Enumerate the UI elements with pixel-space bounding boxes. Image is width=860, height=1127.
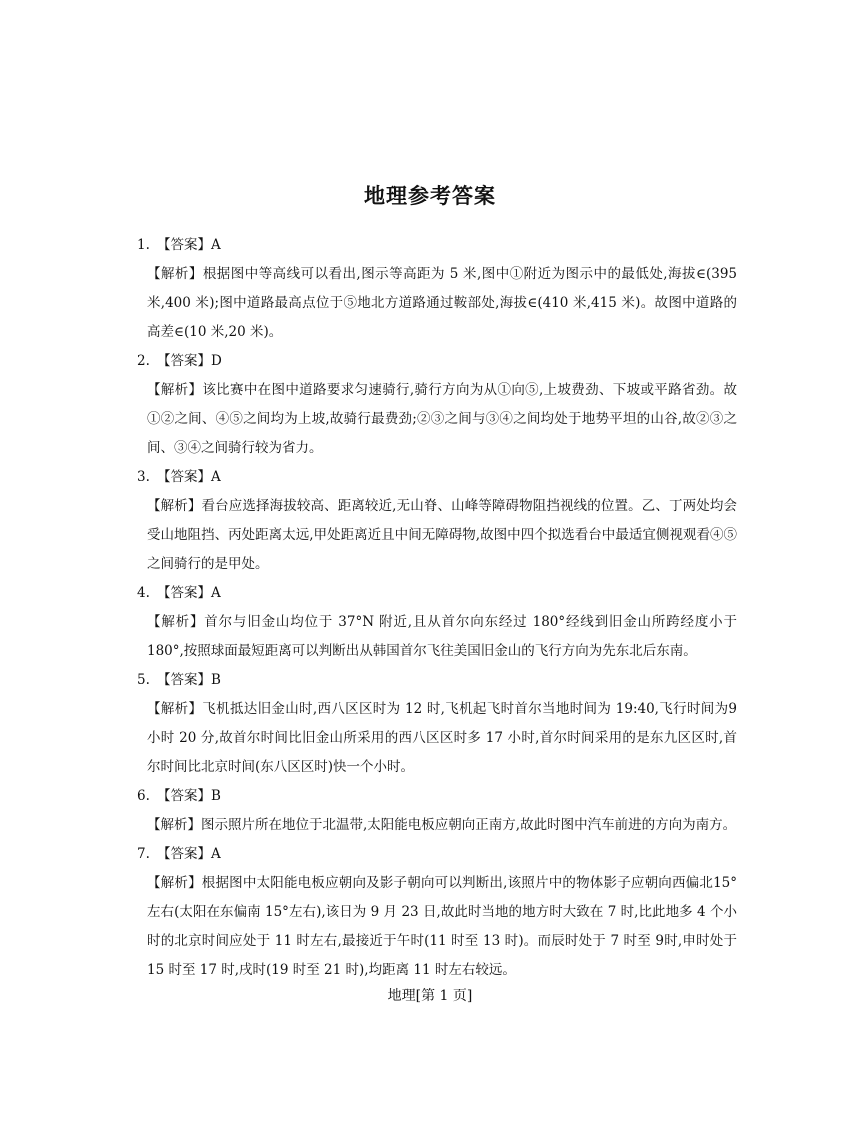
page-title: 地理参考答案 [364, 183, 496, 208]
analysis-text: 【解析】首尔与旧金山均位于 37°N 附近,且从首尔向东经过 180°经线到旧金山所跨经度小于180°,按照球面最短距离可以判断出从韩国首尔飞往美国旧金山的飞行方向为先东北后东南。 [147, 614, 737, 659]
question-number: 7. [137, 846, 150, 862]
answer-line [137, 579, 737, 608]
answer-item-6 [137, 782, 737, 840]
answer-text: 【答案】D [157, 353, 222, 369]
answer-text: 【答案】A [157, 469, 221, 485]
answer-text: 【答案】B [157, 672, 221, 688]
answer-item-1 [137, 231, 737, 347]
answer-text: 【答案】A [157, 237, 221, 253]
analysis-text: 【解析】看台应选择海拔较高、距离较近,无山脊、山峰等障碍物阻挡视线的位置。乙、丁两处均会受山地阻挡、丙处距离太远,甲处距离近且中间无障碍物,故图中四个拟选看台中最适宜侧视观看④⑤之间骑行的是甲处。 [147, 498, 737, 572]
answer-item-2 [137, 347, 737, 463]
question-number: 3. [137, 469, 150, 485]
analysis-text: 【解析】该比赛中在图中道路要求匀速骑行,骑行方向为从①向⑤,上坡费劲、下坡或平路省劲。故①②之间、④⑤之间均为上坡,故骑行最费劲;②③之间与③④之间均处于地势平坦的山谷,故②③之间、③④之间骑行较为省力。 [147, 382, 737, 456]
answer-item-7 [137, 840, 737, 985]
answer-item-4 [137, 579, 737, 666]
answer-item-3 [137, 463, 737, 579]
answer-text: 【答案】A [157, 585, 221, 601]
answer-line [137, 231, 737, 260]
question-number: 1. [137, 237, 150, 253]
analysis-text: 【解析】飞机抵达旧金山时,西八区区时为 12 时,飞机起飞时首尔当地时间为 19:40,飞行时间为9 小时 20 分,故首尔时间比旧金山所采用的西八区区时多 17 小时,首尔时间采用的是东九区区时,首尔时间比北京时间(东八区区时)快一个小时。 [147, 701, 737, 775]
answer-line [137, 347, 737, 376]
question-number: 6. [137, 788, 150, 804]
answer-line [137, 666, 737, 695]
question-number: 4. [137, 585, 150, 601]
answer-line [137, 463, 737, 492]
analysis-text: 【解析】图示照片所在地位于北温带,太阳能电板应朝向正南方,故此时图中汽车前进的方向为南方。 [147, 817, 737, 833]
answer-list [137, 231, 737, 985]
analysis-text: 【解析】根据图中太阳能电板应朝向及影子朝向可以判断出,该照片中的物体影子应朝向西偏北15°左右(太阳在东偏南 15°左右),该日为 9 月 23 日,故此时当地的地方时大致在 7 时,比此地多 4 个小时的北京时间应处于 11 时左右,最接近于午时(11 时至 13 时)。而辰时处于 7 时至 9时,申时处于 15 时至 17 时,戌时(19 时至 21 时),均距离 11 时左右较远。 [147, 875, 737, 978]
answer-item-5 [137, 666, 737, 782]
answer-line [137, 840, 737, 869]
question-number: 2. [137, 353, 150, 369]
analysis-text: 【解析】根据图中等高线可以看出,图示等高距为 5 米,图中①附近为图示中的最低处,海拔∈(395 米,400 米);图中道路最高点位于⑤地北方道路通过鞍部处,海拔∈(410 米,415 米)。故图中道路的高差∈(10 米,20 米)。 [147, 266, 737, 340]
answer-text: 【答案】A [157, 846, 221, 862]
question-number: 5. [137, 672, 150, 688]
answer-text: 【答案】B [157, 788, 221, 804]
answer-line [137, 782, 737, 811]
page-footer: 地理[第 1 页] [387, 988, 473, 1004]
